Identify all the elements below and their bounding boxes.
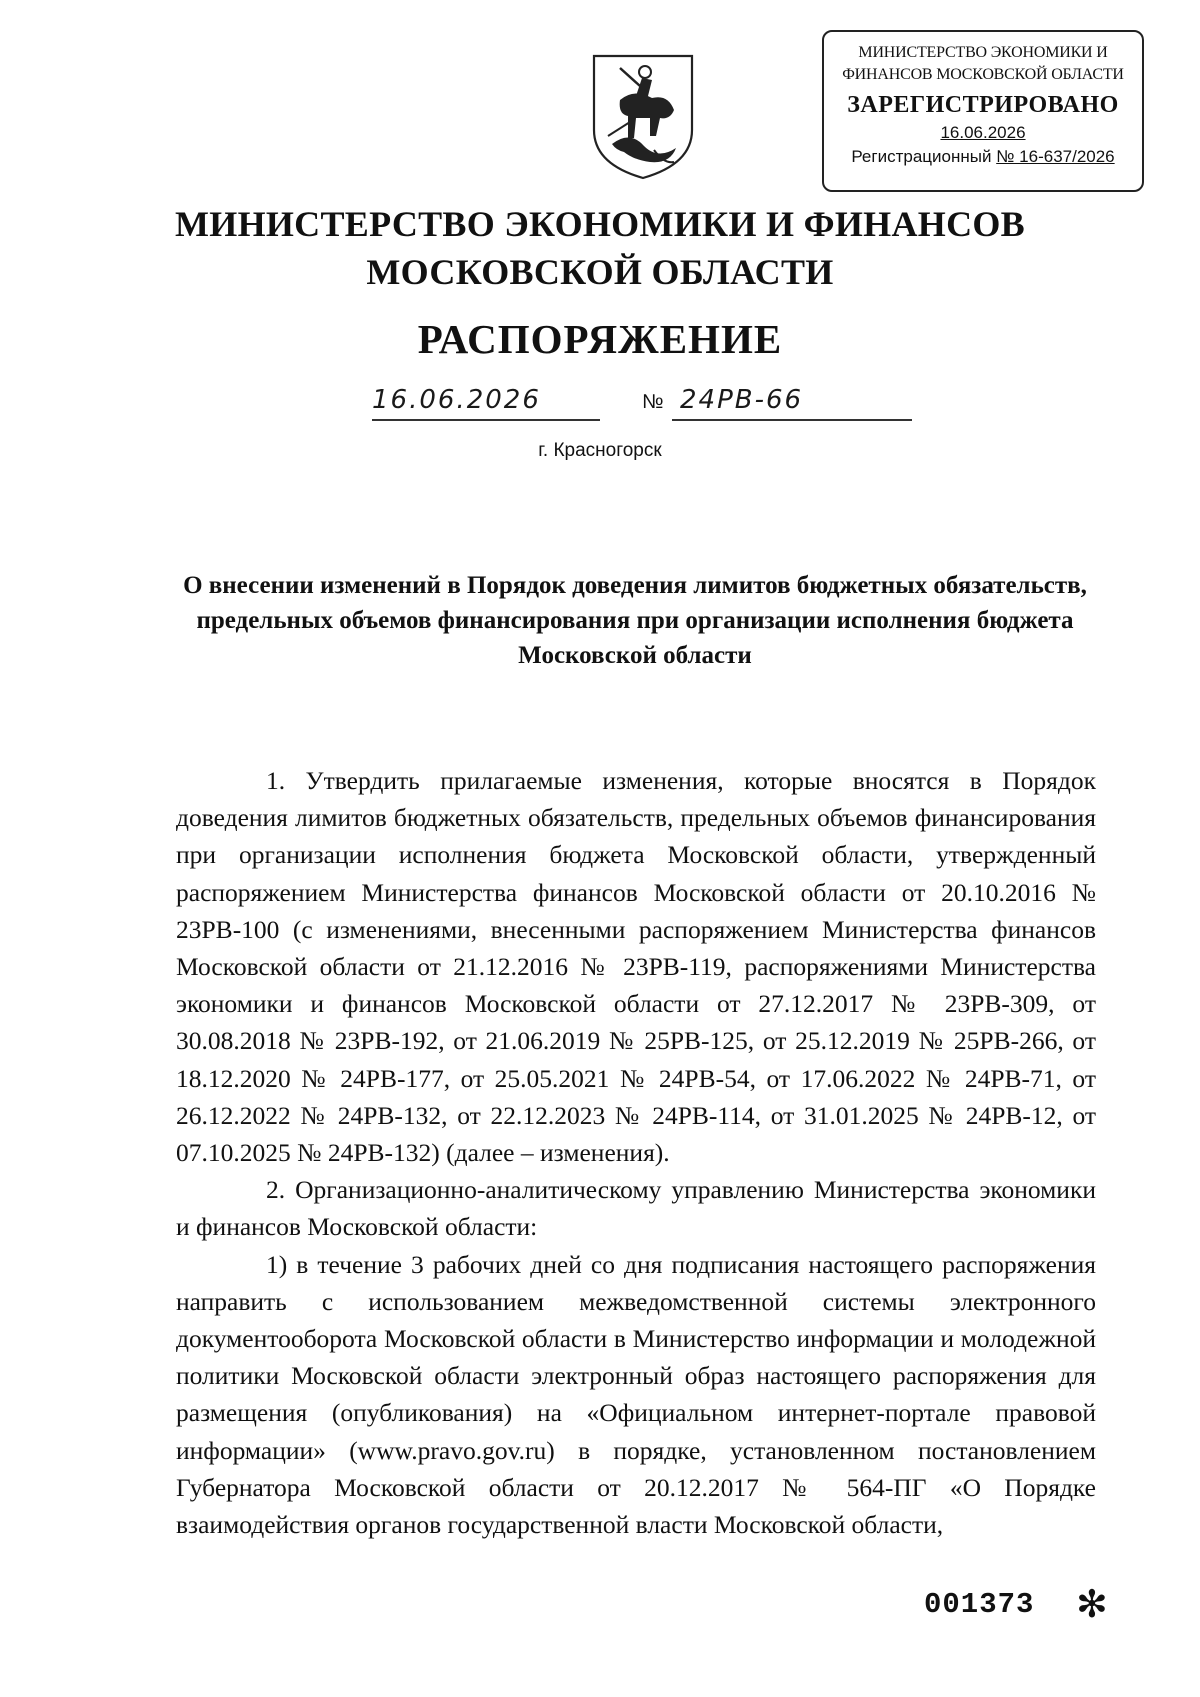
ministry-name [0,200,1200,296]
coat-of-arms-emblem [590,52,696,182]
stamp-date: 16.06.2026 [940,123,1026,142]
city: г. Красногорск [538,440,662,461]
stamp-reg-value: № 16-637/2026 [996,147,1115,166]
ministry-line-2: МОСКОВСКОЙ ОБЛАСТИ [366,252,834,292]
document-type: РАСПОРЯЖЕНИЕ [417,316,783,362]
stamp-registration-number [824,147,1142,167]
paragraph-2: 2. Организационно-аналитическому управлению Министерства экономики и финансов Московской области: [176,1175,1096,1242]
document-subject: О внесении изменений в Порядок доведения лимитов бюджетных обязательств, предельных объемов финансирования при организации исполнения бюджета Московской области [183,572,1087,669]
stamp-status: ЗАРЕГИСТРИРОВАНО [847,92,1119,118]
paragraph-3: 1) в течение 3 рабочих дней со дня подписания настоящего распоряжения направить с использованием межведомственной системы электронного документооборота Московской области в Министерство информации и молодежной политики Московской области электронный образ настоящего распоряжения для размещения (опубликования) на «Официальном интернет-портале правовой информации» (www.pravo.gov.ru) в порядке, установленном постановлением Губернатора Московской области от 20.12.2017 № 564-ПГ «О Порядке взаимодействия органов государственной власти Московской области, [176,1249,1096,1540]
number-sign: № [642,391,664,413]
paragraph-1: 1. Утвердить прилагаемые изменения, которые вносятся в Порядок доведения лимитов бюджетных обязательств, предельных объемов финансирования при организации исполнения бюджета Московской области, утвержденный распоряжением Министерства финансов Московской области от 20.10.2016 № 23РВ-100 (с изменениями, внесенными распоряжением Министерства финансов Московской области от 21.12.2016 № 23РВ-119, распоряжениями Министерства экономики и финансов Московской области от 27.12.2017 № 23РВ-309, от 30.08.2018 № 23РВ-192, от 21.06.2019 № 25РВ-125, от 25.12.2019 № 25РВ-266, от 18.12.2020 № 24РВ-177, от 25.05.2021 № 24РВ-54, от 17.06.2022 № 24РВ-71, от 26.12.2022 № 24РВ-132, от 22.12.2023 № 24РВ-114, от 31.01.2025 № 24РВ-12, от 07.10.2025 № 24РВ-132) (далее – изменения). [176,766,1096,1168]
stamp-org-line-2: ФИНАНСОВ МОСКОВСКОЙ ОБЛАСТИ [842,66,1124,83]
number-underline [672,419,912,421]
stamp-org-line-1: МИНИСТЕРСТВО ЭКОНОМИКИ И [858,44,1108,61]
registration-stamp [822,30,1144,192]
stamp-organization [824,42,1142,86]
asterisk-mark: ✻ [1076,1582,1108,1626]
handwritten-date: 16.06.2026 [372,385,541,415]
date-number-line [372,385,932,425]
ministry-line-1: МИНИСТЕРСТВО ЭКОНОМИКИ И ФИНАНСОВ [174,204,1025,244]
handwritten-number: 24РВ-66 [680,385,804,415]
date-underline [372,419,600,421]
document-body [176,762,1096,1543]
serial-number: 001373 [924,1588,1035,1621]
stamp-reg-label: Регистрационный [851,147,992,166]
